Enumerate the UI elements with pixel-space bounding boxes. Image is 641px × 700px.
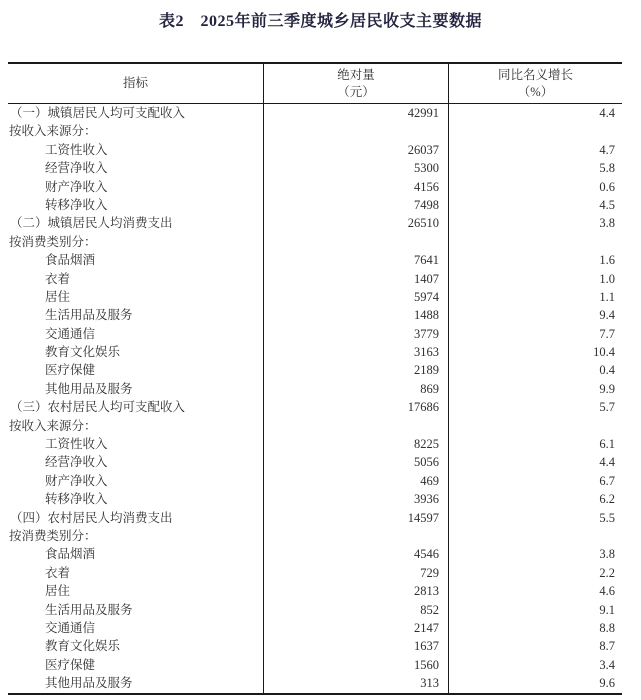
- row-value-cell: 8225: [263, 435, 448, 453]
- row-indicator-cell: 生活用品及服务: [45, 602, 133, 617]
- row-indicator-cell: 食品烟酒: [45, 253, 96, 268]
- table-row: [8, 453, 622, 471]
- row-value-cell: 5974: [263, 288, 448, 306]
- column-header-growth: [448, 64, 622, 103]
- row-value-cell: 1407: [263, 270, 448, 288]
- row-growth-cell: [448, 122, 622, 140]
- table-row: [8, 361, 622, 379]
- row-growth-cell: 1.6: [448, 251, 622, 269]
- row-growth-cell: 9.1: [448, 601, 622, 619]
- row-growth-cell: 0.4: [448, 361, 622, 379]
- column-header-indicator: [8, 64, 263, 103]
- row-value-cell: [263, 122, 448, 140]
- row-indicator-cell: 医疗保健: [45, 363, 96, 378]
- row-indicator-cell: 医疗保健: [45, 657, 96, 672]
- table-row: [8, 122, 622, 140]
- table-row: [8, 251, 622, 269]
- table-row: [8, 490, 622, 508]
- row-value-cell: 729: [263, 564, 448, 582]
- row-growth-cell: 5.8: [448, 159, 622, 177]
- row-indicator-cell: 按消费类别分：: [9, 528, 97, 543]
- table-row: [8, 398, 622, 416]
- row-indicator-cell: 转移净收入: [45, 197, 108, 212]
- row-growth-cell: 1.0: [448, 270, 622, 288]
- row-value-cell: 1488: [263, 306, 448, 324]
- row-growth-cell: [448, 527, 622, 545]
- absolute-amount-header-label: 绝对量: [337, 67, 375, 82]
- row-value-cell: [263, 527, 448, 545]
- table-row: [8, 435, 622, 453]
- table-row: [8, 270, 622, 288]
- table-row: [8, 564, 622, 582]
- row-growth-cell: 4.4: [448, 104, 622, 122]
- row-indicator-cell: 转移净收入: [45, 492, 108, 507]
- row-growth-cell: 10.4: [448, 343, 622, 361]
- table-row: [8, 674, 622, 692]
- growth-header-unit: （%）: [517, 84, 554, 99]
- table-row: [8, 214, 622, 232]
- row-growth-cell: 6.1: [448, 435, 622, 453]
- row-value-cell: 469: [263, 472, 448, 490]
- row-indicator-cell: 居住: [45, 289, 71, 304]
- row-value-cell: 313: [263, 674, 448, 692]
- row-value-cell: [263, 233, 448, 251]
- row-indicator-cell: 工资性收入: [45, 142, 108, 157]
- row-growth-cell: 3.8: [448, 214, 622, 232]
- absolute-amount-header-unit: （元）: [337, 84, 375, 99]
- row-value-cell: 4546: [263, 545, 448, 563]
- table-row: [8, 601, 622, 619]
- row-value-cell: 2147: [263, 619, 448, 637]
- row-value-cell: 5056: [263, 453, 448, 471]
- row-indicator-cell: 食品烟酒: [45, 547, 96, 562]
- row-growth-cell: 6.7: [448, 472, 622, 490]
- table-row: [8, 343, 622, 361]
- row-growth-cell: 3.8: [448, 545, 622, 563]
- row-growth-cell: [448, 233, 622, 251]
- row-growth-cell: 3.4: [448, 656, 622, 674]
- row-value-cell: 7641: [263, 251, 448, 269]
- row-growth-cell: 4.5: [448, 196, 622, 214]
- row-indicator-cell: 交通通信: [45, 620, 96, 635]
- row-value-cell: 869: [263, 380, 448, 398]
- row-value-cell: 14597: [263, 509, 448, 527]
- table-row: [8, 306, 622, 324]
- row-growth-cell: 6.2: [448, 490, 622, 508]
- row-growth-cell: 8.7: [448, 637, 622, 655]
- page-title: 表2 2025年前三季度城乡居民收支主要数据: [158, 13, 482, 30]
- row-value-cell: 1560: [263, 656, 448, 674]
- growth-header-label: 同比名义增长: [497, 67, 573, 82]
- row-indicator-cell: （一）城镇居民人均可支配收入: [10, 106, 186, 120]
- row-value-cell: 3779: [263, 325, 448, 343]
- row-growth-cell: 2.2: [448, 564, 622, 582]
- row-indicator-cell: 财产净收入: [45, 179, 108, 194]
- row-indicator-cell: （四）农村居民人均消费支出: [10, 510, 173, 525]
- table-row: [8, 104, 622, 122]
- row-growth-cell: 4.4: [448, 453, 622, 471]
- row-value-cell: 7498: [263, 196, 448, 214]
- row-growth-cell: 4.6: [448, 582, 622, 600]
- table-row: [8, 159, 622, 177]
- row-indicator-cell: 按消费类别分：: [9, 234, 97, 249]
- row-value-cell: 5300: [263, 159, 448, 177]
- income-expenditure-table: [8, 62, 622, 695]
- row-indicator-cell: 生活用品及服务: [45, 308, 133, 323]
- table-row: [8, 637, 622, 655]
- row-value-cell: 2813: [263, 582, 448, 600]
- row-indicator-cell: （二）城镇居民人均消费支出: [10, 216, 173, 231]
- table-row: [8, 380, 622, 398]
- row-value-cell: 42991: [263, 104, 448, 122]
- row-growth-cell: 7.7: [448, 325, 622, 343]
- row-growth-cell: 5.7: [448, 398, 622, 416]
- table-row: [8, 527, 622, 545]
- row-indicator-cell: 其他用品及服务: [45, 381, 133, 396]
- row-indicator-cell: 经营净收入: [45, 455, 108, 470]
- row-value-cell: 26510: [263, 214, 448, 232]
- row-value-cell: 17686: [263, 398, 448, 416]
- indicator-header-label: 指标: [122, 76, 148, 91]
- row-growth-cell: 9.6: [448, 674, 622, 692]
- table-row: [8, 417, 622, 435]
- table-row: [8, 141, 622, 159]
- row-value-cell: 1637: [263, 637, 448, 655]
- row-growth-cell: 1.1: [448, 288, 622, 306]
- table-body: [8, 104, 622, 693]
- row-indicator-cell: 财产净收入: [45, 473, 108, 488]
- column-header-absolute-amount: [263, 64, 448, 103]
- row-growth-cell: 0.6: [448, 178, 622, 196]
- row-indicator-cell: 按收入来源分：: [9, 124, 97, 139]
- table-row: [8, 582, 622, 600]
- row-growth-cell: [448, 417, 622, 435]
- row-indicator-cell: 交通通信: [45, 326, 96, 341]
- row-indicator-cell: 工资性收入: [45, 437, 108, 452]
- row-growth-cell: 4.7: [448, 141, 622, 159]
- row-value-cell: 4156: [263, 178, 448, 196]
- table-row: [8, 509, 622, 527]
- table-row: [8, 656, 622, 674]
- row-indicator-cell: 衣着: [45, 565, 71, 580]
- table-row: [8, 472, 622, 490]
- table-row: [8, 288, 622, 306]
- row-indicator-cell: 其他用品及服务: [45, 676, 133, 691]
- row-indicator-cell: 教育文化娱乐: [45, 639, 121, 654]
- table-row: [8, 325, 622, 343]
- row-indicator-cell: 衣着: [45, 271, 71, 286]
- row-value-cell: 3163: [263, 343, 448, 361]
- row-indicator-cell: （三）农村居民人均可支配收入: [10, 400, 186, 415]
- row-growth-cell: 8.8: [448, 619, 622, 637]
- row-indicator-cell: 居住: [45, 584, 71, 599]
- row-indicator-cell: 按收入来源分：: [9, 418, 97, 433]
- table-row: [8, 178, 622, 196]
- table-header-row: [8, 64, 622, 104]
- row-indicator-cell: 经营净收入: [45, 161, 108, 176]
- row-value-cell: 2189: [263, 361, 448, 379]
- row-indicator-cell: 教育文化娱乐: [45, 345, 121, 360]
- row-value-cell: [263, 417, 448, 435]
- table-row: [8, 619, 622, 637]
- table-row: [8, 545, 622, 563]
- row-growth-cell: 5.5: [448, 509, 622, 527]
- row-growth-cell: 9.9: [448, 380, 622, 398]
- row-growth-cell: 9.4: [448, 306, 622, 324]
- table-row: [8, 196, 622, 214]
- row-value-cell: 3936: [263, 490, 448, 508]
- table-row: [8, 233, 622, 251]
- row-value-cell: 852: [263, 601, 448, 619]
- row-value-cell: 26037: [263, 141, 448, 159]
